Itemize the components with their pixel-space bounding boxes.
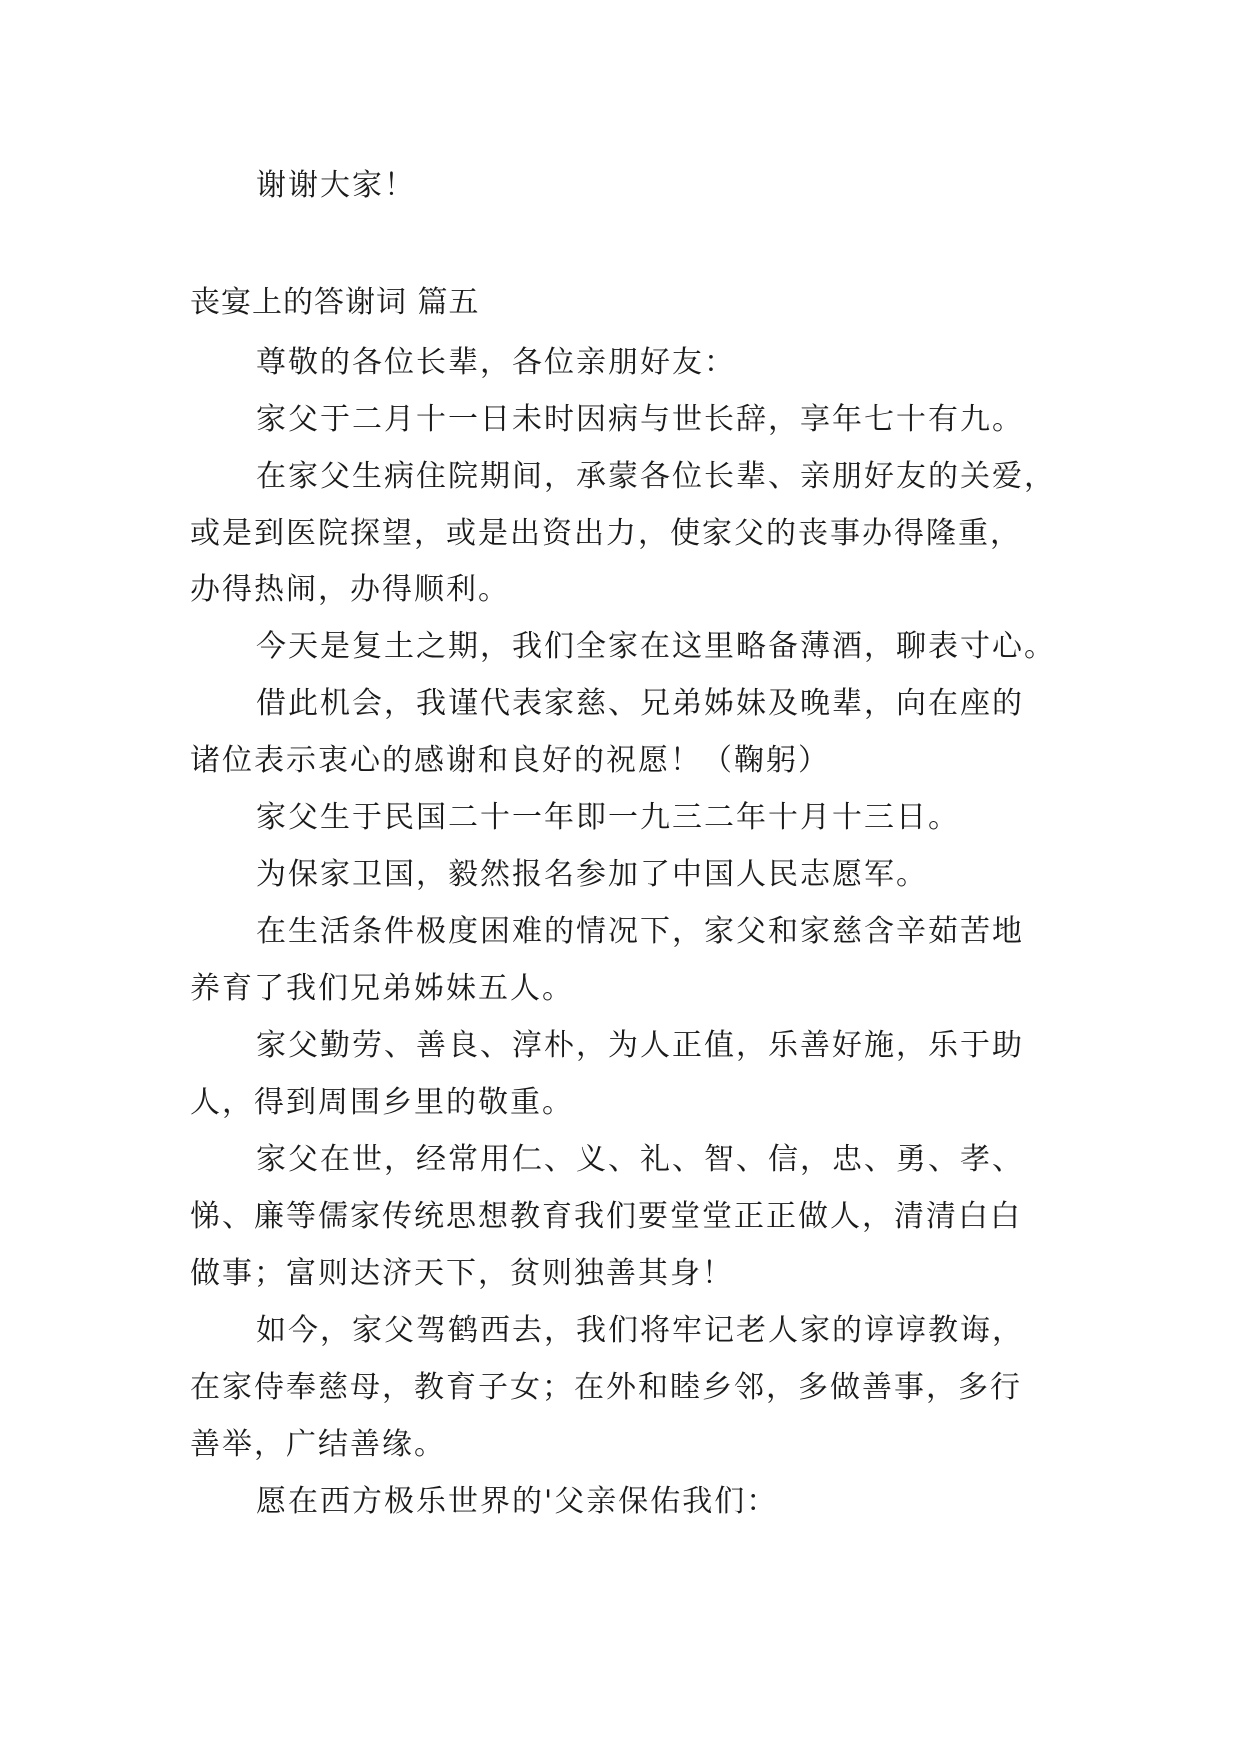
section-title: 丧宴上的答谢词 篇五 <box>190 285 480 320</box>
paragraph-line: 在生活条件极度困难的情况下，家父和家慈含辛茹苦地 <box>256 914 1024 949</box>
paragraph-line: 尊敬的各位长辈，各位亲朋好友： <box>256 345 736 380</box>
paragraph-line: 今天是复土之期，我们全家在这里略备薄酒，聊表寸心。 <box>256 629 1056 664</box>
paragraph-line: 办得热闹，办得顺利。 <box>190 572 510 607</box>
paragraph-line: 家父于二月十一日未时因病与世长辞，享年七十有九。 <box>256 402 1024 437</box>
paragraph-line: 如今，家父驾鹤西去，我们将牢记老人家的谆谆教诲， <box>256 1313 1024 1348</box>
paragraph-line: 诸位表示衷心的感谢和良好的祝愿！（鞠躬） <box>190 743 830 778</box>
closing-line: 谢谢大家！ <box>256 168 416 203</box>
paragraph-line: 悌、廉等儒家传统思想教育我们要堂堂正正做人，清清白白 <box>190 1199 1022 1234</box>
paragraph-line: 家父勤劳、善良、淳朴，为人正值，乐善好施，乐于助 <box>256 1028 1024 1063</box>
paragraph-line: 人，得到周围乡里的敬重。 <box>190 1085 574 1120</box>
paragraph-line: 家父在世，经常用仁、义、礼、智、信，忠、勇、孝、 <box>256 1142 1024 1177</box>
paragraph-line: 在家父生病住院期间，承蒙各位长辈、亲朋好友的关爱， <box>256 459 1056 494</box>
paragraph-line: 愿在西方极乐世界的'父亲保佑我们： <box>256 1484 779 1519</box>
paragraph-line: 或是到医院探望，或是出资出力，使家父的丧事办得隆重， <box>190 516 1022 551</box>
paragraph-line: 养育了我们兄弟姊妹五人。 <box>190 971 574 1006</box>
paragraph-line: 在家侍奉慈母，教育子女；在外和睦乡邻，多做善事，多行 <box>190 1370 1022 1405</box>
paragraph-line: 家父生于民国二十一年即一九三二年十月十三日。 <box>256 800 960 835</box>
paragraph-line: 做事；富则达济天下，贫则独善其身！ <box>190 1256 734 1291</box>
paragraph-line: 善举，广结善缘。 <box>190 1427 446 1462</box>
paragraph-line: 为保家卫国，毅然报名参加了中国人民志愿军。 <box>256 857 928 892</box>
paragraph-line: 借此机会，我谨代表家慈、兄弟姊妹及晚辈，向在座的 <box>256 686 1024 721</box>
